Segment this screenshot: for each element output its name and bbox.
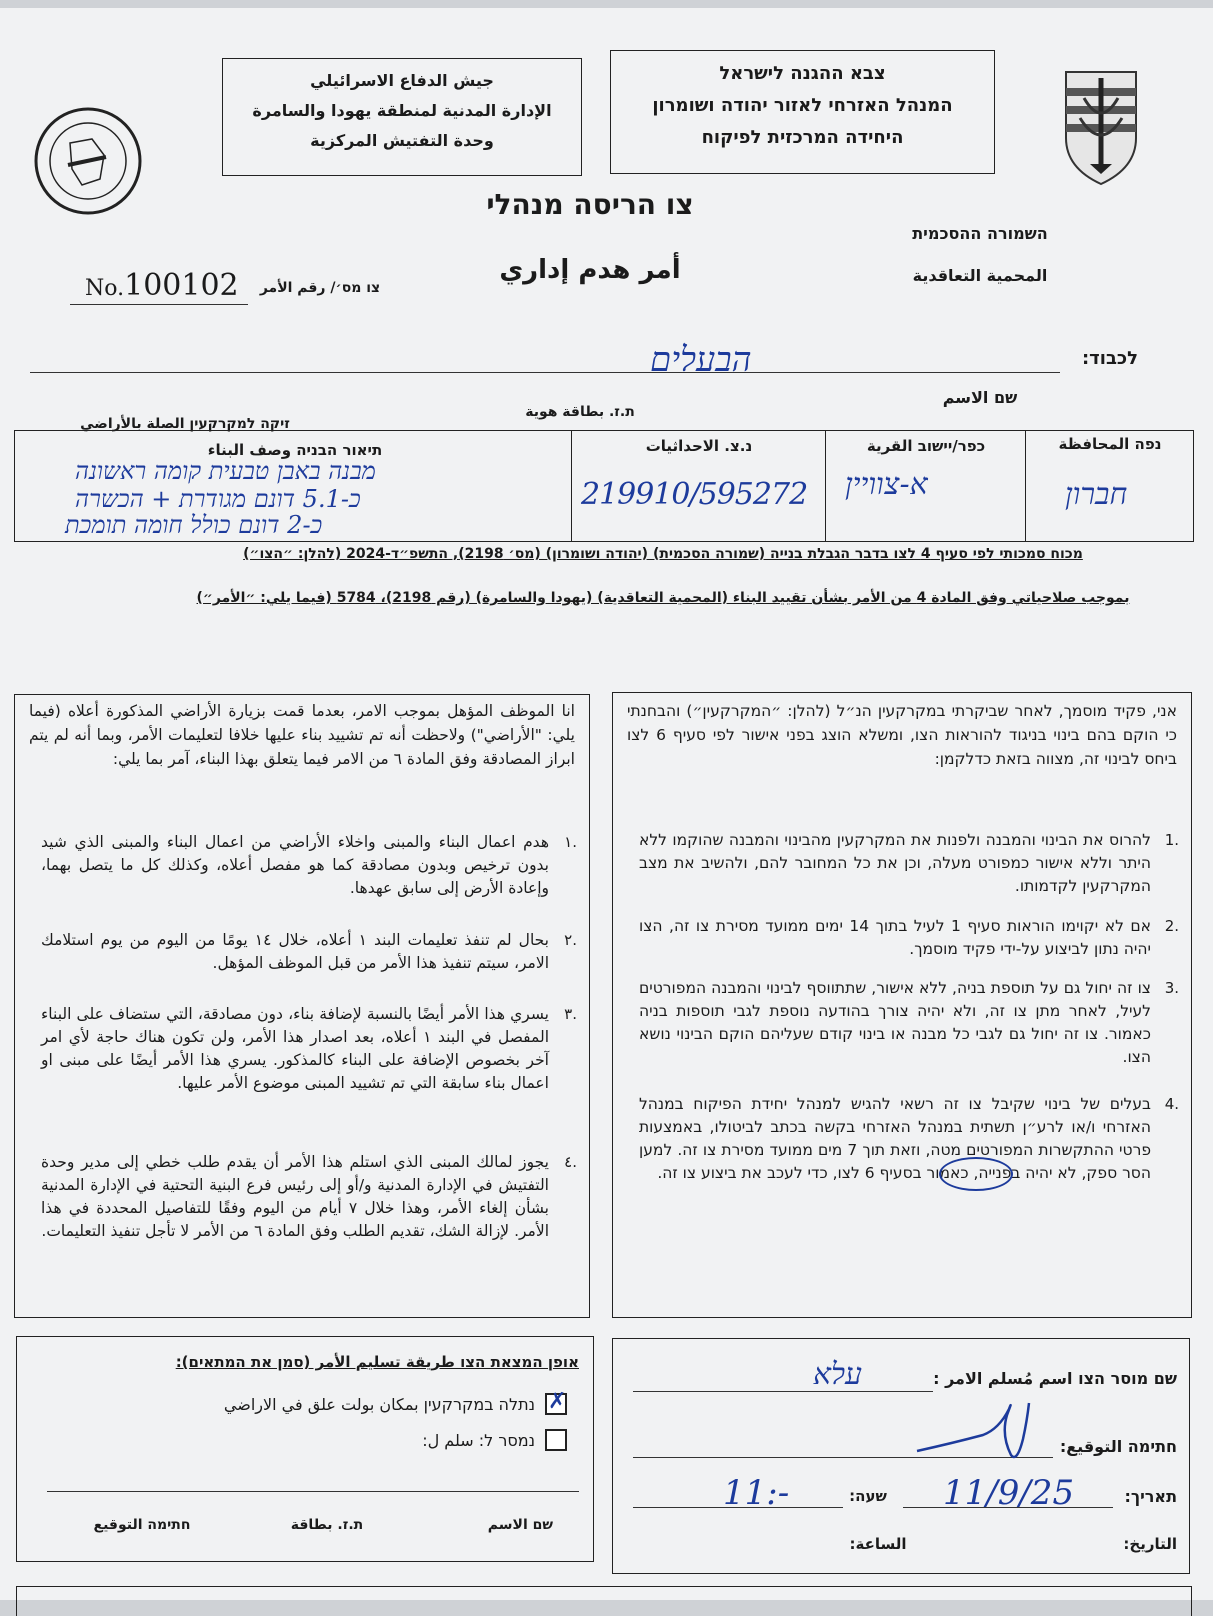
- legal-basis-hebrew: מכוח סמכותי לפי סעיף 4 לצו בדבר הגבלת בנייה (שמורה הסכמית) (יהודה ושומרון) (מס׳ 2198), התשפ״ד-2024 (להלן: ״הצו״): [243, 546, 1083, 562]
- server-name-value: עלא: [813, 1357, 863, 1392]
- delivery-option1-check-mark: ✗: [548, 1389, 567, 1414]
- property-table: [14, 430, 1194, 542]
- server-time-label: שעה:: [849, 1487, 887, 1505]
- server-name-line: [633, 1391, 933, 1392]
- delivery-option1-label: נתלה במקרקעין بمكان بولت علق في الاراضي: [223, 1395, 535, 1414]
- recipient-line: [30, 372, 1060, 373]
- arabic-item-3-number: ٣.: [564, 1005, 577, 1023]
- arabic-item-4-text: يجوز لمالك المبنى الذي استلم هذا الأمر أن يقدم طلب خطي إلى مدير وحدة التفتيش في الإدارة المدنية و/أو إلى رئيس فرع البنية التحتية في الإدارة المدنية بشأن إلغاء الأمر، وهذا خلال ٧ أيام من اليوم وفقًا للتفاصيل المحددة في هذا الأمر. لإزالة الشك، تقديم الطلب وفق المادة ٦ من الأمر لا تأجل تنفيذ التعليمات.: [41, 1153, 549, 1240]
- delivery-method-box: [16, 1336, 594, 1562]
- hebrew-header-box: [610, 50, 995, 174]
- hebrew-item-3-number: 3.: [1164, 979, 1179, 997]
- server-date-value: 11/9/25: [943, 1473, 1075, 1513]
- arabic-item-4-number: ٤.: [564, 1153, 577, 1171]
- hebrew-header-line3: היחידה המרכזית לפיקוח: [701, 127, 904, 148]
- delivery-option2-checkbox[interactable]: [545, 1429, 567, 1451]
- recipient-handwritten: הבעלים: [650, 340, 752, 380]
- arabic-item-1-text: هدم اعمال البناء والمبنى واخلاء الأراضي من اعمال البناء والمبنى الذي شيد بدون ترخيص وبدون مصادقة كما هو مفصل أعلاه، وكذلك كل ما يتصل بهما، وإعادة الأرض إلى سابق عهدها.: [41, 833, 549, 897]
- server-signature-icon: [913, 1395, 1053, 1465]
- server-name-label: שם מוסר הצו اسم مُسلم الامر :: [933, 1369, 1177, 1388]
- arabic-item-2-text: بحال لم تنفذ تعليمات البند ١ أعلاه، خلال ١٤ يومًا من اليوم من يوم استلامك الامر، سيتم تنفيذ هذا الأمر من قبل الموظف المؤهل.: [41, 931, 549, 972]
- header-village: כפר/יישוב القرية: [866, 437, 986, 455]
- hebrew-header-line2: המנהל האזרחי לאזור יהודה ושומרון: [652, 95, 953, 116]
- order-number-label: צו מס׳/ رقم الأمر: [259, 280, 381, 296]
- recipient-label: לכבוד:: [1081, 348, 1139, 369]
- hebrew-item-2-number: 2.: [1164, 917, 1179, 935]
- server-date-label: תאריך:: [1124, 1487, 1177, 1506]
- hebrew-item-4-number: 4.: [1164, 1095, 1179, 1113]
- arabic-header-line3: وحدة التفتيش المركزية: [310, 131, 494, 150]
- arabic-item-2-number: ٢.: [564, 931, 577, 949]
- delivery-name-label: שם الاسم: [487, 1517, 553, 1533]
- hebrew-item-1-text: להרוס את הבינוי והמבנה ולפנות את המקרקעין מהבינוי והמבנה שהוקמו ללא היתר וללא אישור כמפורט מעלה, וכן את כל המחובר להם, ולהשיב את מצב המקרקעין לקדמותו.: [639, 831, 1151, 895]
- arabic-item-1-number: ١.: [564, 833, 577, 851]
- property-link-label: זיקה למקרקעין الصلة بالأراضي: [80, 416, 290, 432]
- order-number-value: 100102: [124, 268, 239, 303]
- hebrew-item-1-number: 1.: [1164, 831, 1179, 849]
- value-district: חברון: [1065, 477, 1128, 512]
- header-district: נפה المحافظة: [1058, 435, 1162, 453]
- delivery-option1-checkbox[interactable]: [545, 1389, 567, 1415]
- arabic-header-line1: جيش الدفاع الاسرائيلي: [310, 71, 494, 90]
- order-title-hebrew: צו הריסה מנהלי: [486, 188, 694, 221]
- order-number-line: [70, 304, 248, 305]
- idf-emblem-icon: [1062, 68, 1140, 188]
- value-coordinates: 219910/595272: [581, 477, 808, 512]
- delivery-sign-line: [47, 1491, 579, 1492]
- arabic-intro: انا الموظف المؤهل بموجب الامر، بعدما قمت بزيارة الأراضي المذكورة أعلاه (فيما يلي: "الأراضي") ولاحظت أنه تم تشييد بناء عليها خلافا لتعليمات الأمر، وبما أنه لم يتم ابراز المصادقة وفق المادة ٦ من الامر فيما يتعلق بهذا البناء، آمر بما يلي:: [29, 702, 575, 768]
- table-divider-1: [1025, 431, 1026, 541]
- legal-basis-arabic: بموجب صلاحياتي وفق المادة 4 من الأمر بشأن تقييد البناء (المحمية التعاقدية) (يهودا والسامرة) (رقم 2198)، 5784 (فيما يلي: ״الأمر״): [196, 590, 1130, 606]
- order-number-prefix: No.: [85, 276, 125, 301]
- delivery-title: אופן המצאת הצו طريقة تسليم الأمر (סמן את המתאים):: [175, 1353, 579, 1371]
- order-server-box: [612, 1338, 1190, 1574]
- order-title-arabic: أمر هدم إداري: [499, 255, 681, 285]
- delivery-id-label: ת.ז. بطاقة: [290, 1517, 364, 1533]
- header-description: תיאור הבניה وصف البناء: [207, 441, 383, 459]
- value-description-line3: כ-2 דונם כולל חומה תומכת: [65, 511, 323, 539]
- hebrew-item-2-text: אם לא יקוימו הוראות סעיף 1 לעיל בתוך 14 ימים ממועד מסירת צו זה, הצו יהיה נתון לביצוע על-ידי פקיד מוסמך.: [639, 917, 1151, 958]
- hebrew-intro: אני, פקיד מוסמך, לאחר שביקרתי במקרקעין הנ״ל (להלן: ״המקרקעין״) והבחנתי כי הוקם בהם בינוי בניגוד להוראות הצו, ומשלא הוצג בפני אישור לפי סעיף 6 לצו ביחס לבינוי זה, מצווה בזאת כדלקמן:: [627, 702, 1177, 768]
- handwritten-circle-mark: [939, 1157, 1013, 1191]
- server-time-arabic: الساعة:: [849, 1535, 907, 1553]
- id-card-label: ת.ז. بطاقة هوية: [525, 404, 635, 420]
- value-description-line1: מבנה באבן טבעית קומה ראשונה: [75, 457, 376, 485]
- value-description-line2: כ-5.1 דונם מגודרת + הכשרה: [75, 485, 361, 513]
- server-time-value: 11:-: [723, 1473, 790, 1513]
- table-divider-3: [571, 431, 572, 541]
- order-number: [85, 268, 239, 303]
- reserve-arabic: المحمية التعاقدية: [912, 266, 1048, 285]
- header-coords: נ.צ. الاحداثيات: [645, 437, 753, 455]
- arabic-header-box: [222, 58, 582, 176]
- table-divider-2: [825, 431, 826, 541]
- hebrew-header-line1: צבא ההגנה לישראל: [719, 63, 886, 84]
- server-signature-label: חתימה التوقيع:: [1059, 1437, 1177, 1456]
- bottom-box-edge: [16, 1586, 1192, 1616]
- arabic-item-3-text: يسري هذا الأمر أيضًا بالنسبة لإضافة بناء، دون مصادقة، التي ستضاف على البناء المفصل في البند ١ أعلاه، بعد اصدار هذا الأمر، ولن تكون هناك حاجة لأي امر آخر بخصوص الإضافة على البناء كالمذكور. يسري هذا الأمر أيضًا على مبنى او اعمال بناء سابقة التي تم تشييد المبنى موضوع الأمر عليها.: [41, 1005, 550, 1092]
- arabic-header-line2: الإدارة المدنية لمنطقة يهودا والسامرة: [252, 101, 552, 120]
- document-page: [0, 8, 1213, 1600]
- reserve-hebrew: השמורה ההסכמית: [912, 224, 1048, 243]
- recipient-name-label: שם الاسم: [942, 388, 1018, 407]
- value-village: א-צוויין: [845, 467, 928, 502]
- hebrew-item-3-text: צו זה יחול גם על תוספת בניה, ללא אישור, שתתווסף לבינוי והמבנה המפורטים לעיל, לאחר מתן צו זה, ולא יהיה צורך בהודעה נוספת לגבי תוספות בניה כאמור. צו זה יחול גם לגבי כל מבנה או בינוי קודם שעליהם הוקם הבינוי נושא הצו.: [639, 979, 1151, 1066]
- hebrew-item-4-text: בעלים של בינוי שקיבל צו זה רשאי להגיש למנהל יחידת הפיקוח במנהל האזרחי ו/או לרע״ן תשתית במנהל האזרחי בקשה בכתב לביטולו, באמצעות פרטי ההתקשרות המפורטים מטה, וזאת תוך 7 מים ממועד מסירת צו זה. למען הסר ספק, לא יהיה בפנייה, כאמור בסעיף 6 לצו, כדי לעכב את ביצוע צו זה.: [639, 1095, 1152, 1182]
- unit-seal-icon: [30, 103, 146, 219]
- hebrew-instructions-box: [612, 692, 1192, 1318]
- arabic-instructions-box: [14, 694, 590, 1318]
- delivery-option2-label: נמסר ל: سلم ل:: [422, 1431, 535, 1450]
- server-date-arabic: التاريخ:: [1123, 1535, 1177, 1553]
- delivery-signature-label: חתימה التوقيع: [93, 1517, 191, 1533]
